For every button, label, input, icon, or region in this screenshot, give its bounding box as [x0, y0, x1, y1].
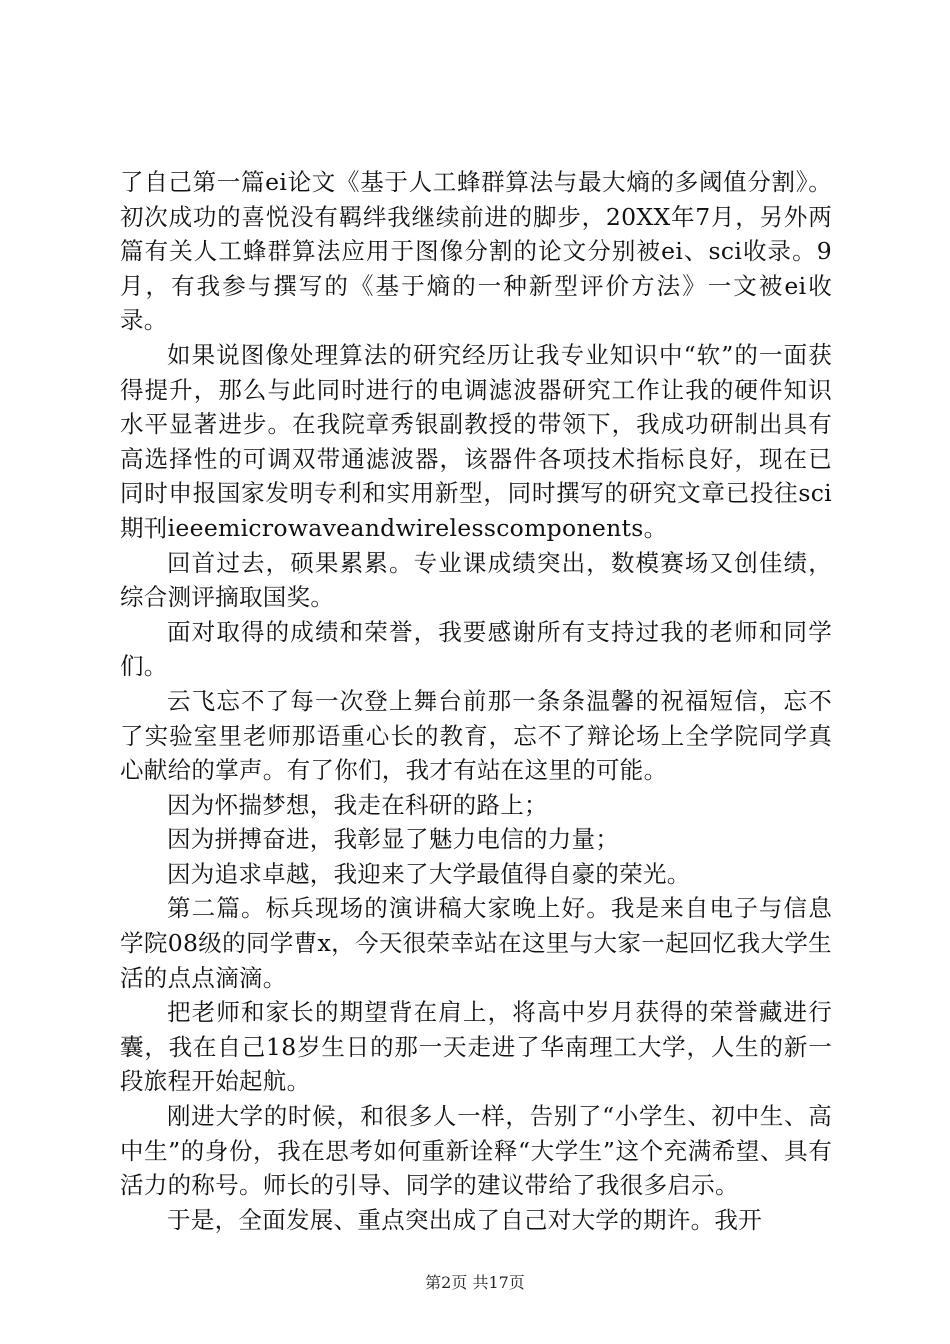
document-body: [120, 165, 832, 1237]
paragraph: 于是，全面发展、重点突出成了自己对大学的期许。我开: [167, 1205, 762, 1234]
paragraph: 了自己第一篇ei论文《基于人工蜂群算法与最大熵的多阈值分割》。初次成功的喜悦没有羁绊我继续前进的脚步，20XX年7月，另外两篇有关人工蜂群算法应用于图像分割的论文分别被ei、sci收录。9月，有我参与撰写的《基于熵的一种新型评价方法》一文被ei收录。: [120, 168, 832, 335]
paragraph: 回首过去，硕果累累。专业课成绩突出，数模赛场又创佳绩，综合测评摘取国奖。: [120, 548, 832, 612]
paragraph: 如果说图像处理算法的研究经历让我专业知识中“软”的一面获得提升，那么与此同时进行的电调滤波器研究工作让我的硬件知识水平显著进步。在我院章秀银副教授的带领下，我成功研制出具有高选择性的可调双带通滤波器，该器件各项技术指标良好，现在已同时申报国家发明专利和实用新型，同时撰写的研究文章已投往sci期刊ieeemicrowaveandwirelesscomponents。: [120, 340, 832, 542]
paragraph: 面对取得的成绩和荣誉，我要感谢所有支持过我的老师和同学们。: [120, 617, 832, 681]
paragraph: 因为怀揣梦想，我走在科研的路上；: [167, 790, 548, 819]
paragraph: 第二篇。标兵现场的演讲稿大家晚上好。我是来自电子与信息学院08级的同学曹x，今天很荣幸站在这里与大家一起回忆我大学生活的点点滴滴。: [120, 894, 832, 992]
paragraph: 刚进大学的时候，和很多人一样，告别了“小学生、初中生、高中生”的身份，我在思考如何重新诠释“大学生”这个充满希望、具有活力的称号。师长的引导、同学的建议带给了我很多启示。: [120, 1102, 832, 1200]
page-footer: 第2页 共17页: [425, 1273, 525, 1292]
paragraph: 因为追求卓越，我迎来了大学最值得自豪的荣光。: [167, 859, 691, 888]
paragraph: 把老师和家长的期望背在肩上，将高中岁月获得的荣誉藏进行囊，我在自己18岁生日的那一天走进了华南理工大学，人生的新一段旅程开始起航。: [120, 998, 832, 1096]
paragraph: 云飞忘不了每一次登上舞台前那一条条温馨的祝福短信，忘不了实验室里老师那语重心长的教育，忘不了辩论场上全学院同学真心献给的掌声。有了你们，我才有站在这里的可能。: [120, 686, 832, 785]
paragraph: 因为拼搏奋进，我彰显了魅力电信的力量；: [167, 825, 620, 854]
